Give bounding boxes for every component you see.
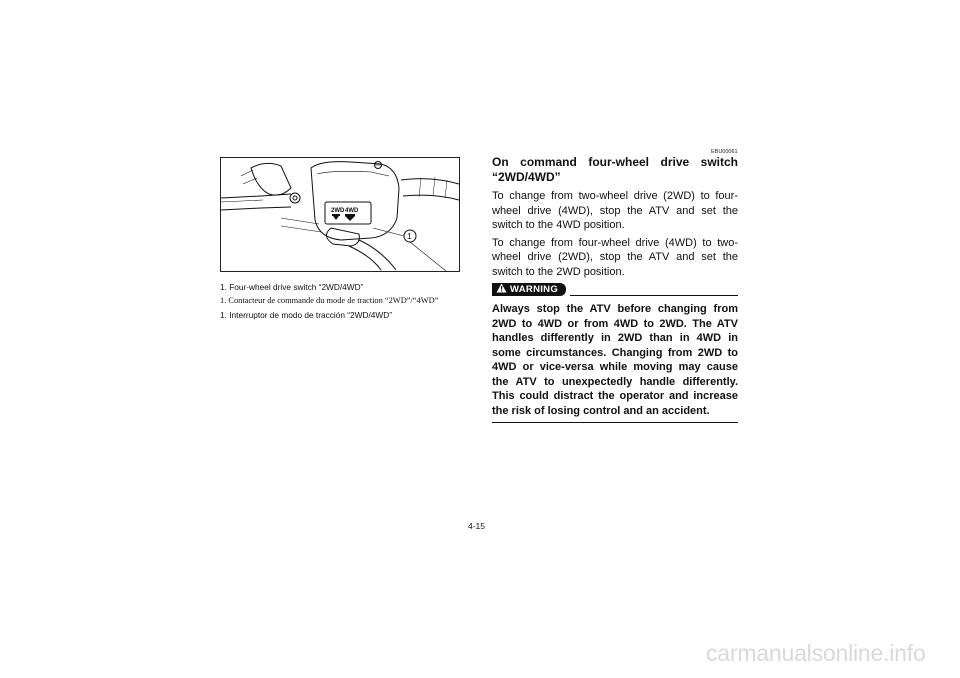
page-number: 4-15: [468, 521, 486, 531]
paragraph-2wd-to-4wd: To change from two-wheel drive (2WD) to four-wheel drive (4WD), stop the ATV and set the switch to the 4WD position.: [492, 190, 738, 231]
heading-word: switch: [700, 155, 738, 169]
section-column: [492, 155, 738, 423]
heading-word: On: [492, 155, 509, 169]
figure-captions: [220, 280, 480, 322]
warning-label: WARNING: [510, 284, 559, 295]
caption-spanish: 1. Interruptor de modo de tracción “2WD/4WD”: [220, 310, 392, 320]
caption-french: 1. Contacteur de commande du mode de traction “2WD”/“4WD”: [220, 296, 439, 305]
switch-label-2wd: 2WD: [331, 208, 345, 214]
handlebar-drawing: [221, 158, 459, 271]
callout-number: 1: [407, 231, 412, 241]
heading-word: drive: [660, 155, 690, 169]
caption-english: 1. Four-wheel drive switch “2WD/4WD”: [220, 282, 364, 292]
warning-badge: [492, 283, 566, 296]
heading-word: command: [520, 155, 577, 169]
warning-rule: [570, 294, 738, 296]
watermark: carmanualsonline.info: [706, 640, 926, 666]
section-code: EBU00061: [711, 149, 738, 155]
switch-illustration: [220, 157, 460, 272]
warning-header: [492, 283, 738, 296]
switch-label-4wd: 4WD: [345, 208, 359, 214]
section-heading: [492, 155, 738, 184]
heading-line-2: “2WD/4WD”: [492, 169, 561, 184]
heading-word: four-wheel: [588, 155, 649, 169]
paragraph-4wd-to-2wd: To change from four-wheel drive (4WD) to two-wheel drive (2WD), stop the ATV and set the switch to the 2WD position.: [492, 236, 738, 278]
warning-triangle-icon: [496, 283, 507, 297]
warning-text: Always stop the ATV before changing from 2WD to 4WD or from 4WD to 2WD. The ATV handles differently in 2WD than in 4WD in some circumstances. Changing from 2WD to 4WD or vice-versa while moving may cause the ATV to unexpectedly handle differently. This could distract the operator and increase the risk of losing control and an accident.: [492, 302, 738, 423]
